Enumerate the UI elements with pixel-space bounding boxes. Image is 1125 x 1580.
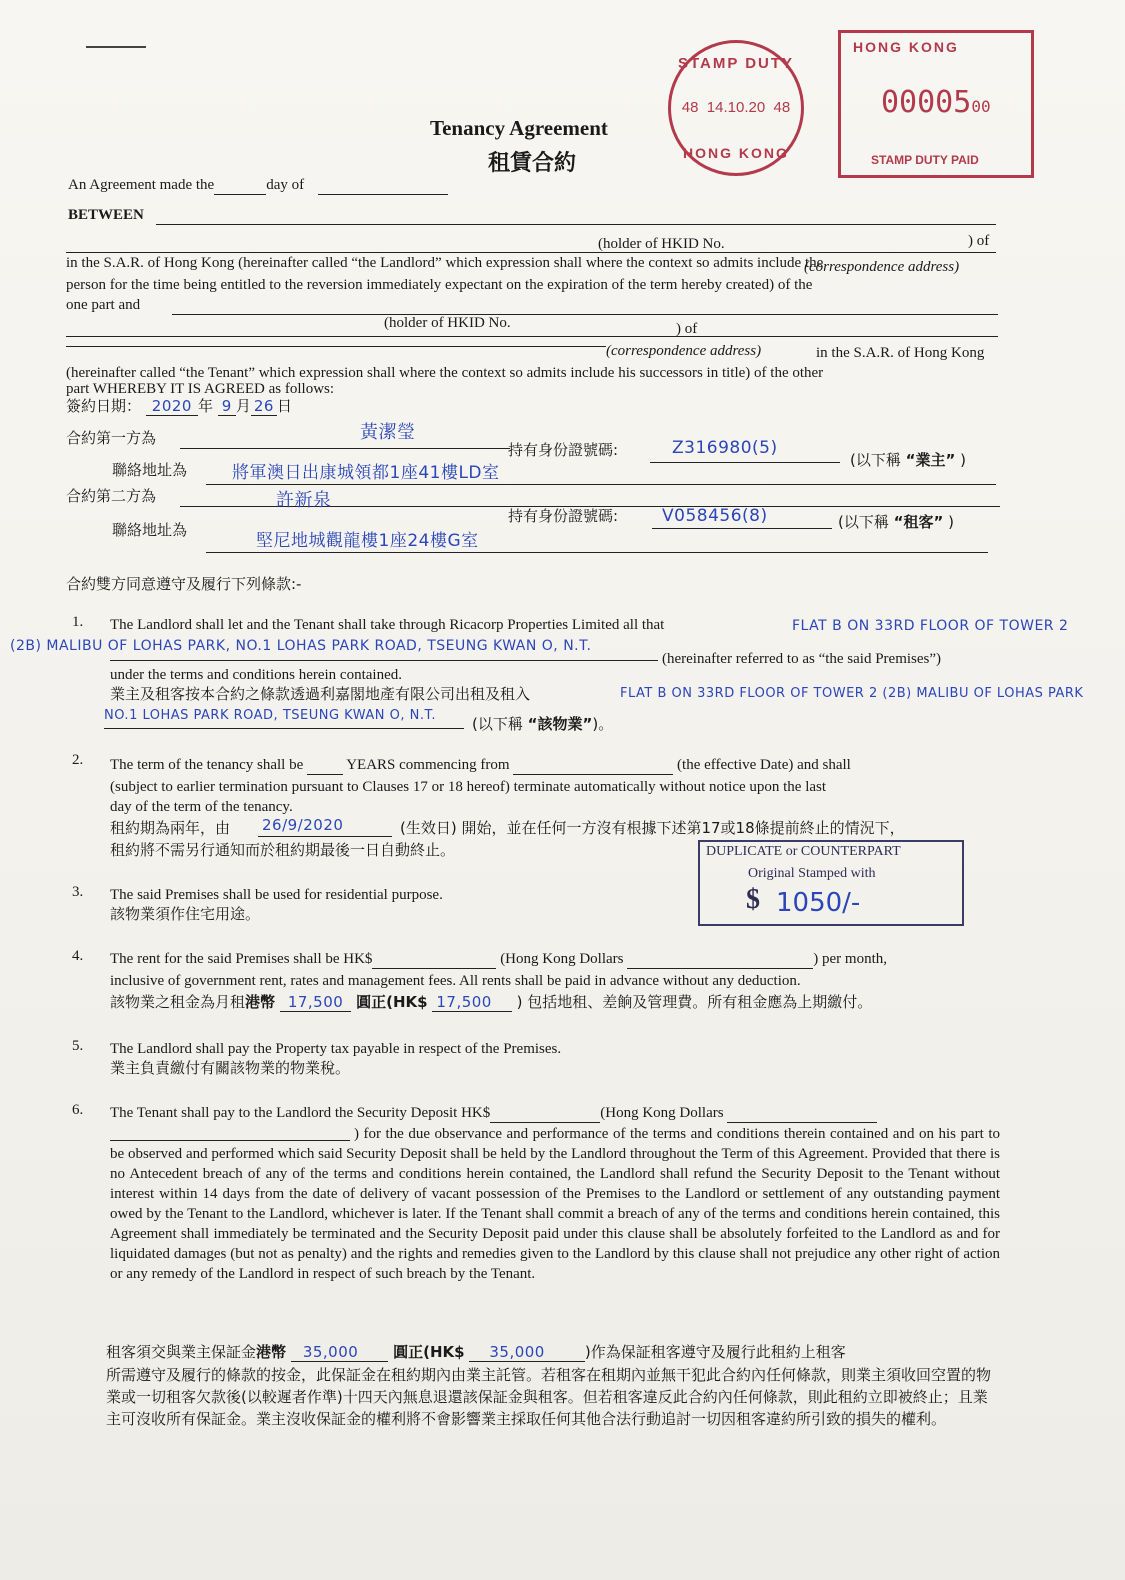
clause1-en-b: (hereinafter referred to as “the said Premises”)	[662, 651, 942, 667]
clause2-en-d: (subject to earlier termination pursuant to Clauses 17 or 18 hereof) terminate automatically without notice upon the last	[110, 779, 827, 795]
clause3-en: The said Premises shall be used for residential purpose.	[110, 887, 443, 903]
clause2-num: 2.	[72, 752, 84, 768]
clause2-zh-c: 租約將不需另行通知而於租約期最後一日自動終止。	[110, 841, 456, 859]
clause2-en-row	[110, 756, 851, 775]
stamp-duty-bottom: HONG KONG	[683, 145, 789, 161]
zh-id2: V058456(8)	[662, 506, 768, 526]
intro-agreed: part WHEREBY IT IS AGREED as follows:	[66, 381, 335, 397]
clause1-hand-b: (2B) MALIBU OF LOHAS PARK, NO.1 LOHAS PARK ROAD, TSEUNG KWAN O, N.T.	[10, 638, 592, 654]
zh-month-label: 月	[235, 397, 251, 415]
clause4-num: 4.	[72, 948, 84, 964]
zh-landlord-ref-row	[850, 450, 966, 471]
stamp-paid-amount: 00005	[881, 85, 972, 120]
zh-id-label2: 持有身份證號碼:	[508, 507, 619, 525]
title-en: Tenancy Agreement	[430, 116, 608, 140]
zh-year-label: 年	[197, 397, 213, 415]
intro-between: BETWEEN	[68, 207, 144, 223]
clause4-hand1: 17,500	[280, 993, 352, 1012]
clause5-en: The Landlord shall pay the Property tax payable in respect of the Premises.	[110, 1041, 562, 1057]
blank-deposit-words	[727, 1107, 877, 1123]
clause2-en-a: The term of the tenancy shall be	[110, 757, 304, 773]
zh-id-label1: 持有身份證號碼:	[508, 441, 619, 459]
zh-party2-label: 合約第二方為	[66, 487, 157, 505]
clause5-num: 5.	[72, 1038, 84, 1054]
blank-commencing	[513, 759, 673, 775]
stamp-paid-amount-row	[881, 85, 991, 120]
blank-tenant-name	[172, 314, 998, 315]
zh-tenant-ref-row	[838, 512, 954, 533]
zh-landlord-ref-pre: (以下稱	[850, 451, 901, 469]
zh-addr-label2: 聯絡地址為	[112, 521, 188, 539]
clause1-en-c: under the terms and conditions herein contained.	[110, 667, 402, 683]
clause6-zh-c: 圓正(HK$	[393, 1343, 465, 1361]
intro-corr1: (correspondence address)	[804, 259, 960, 275]
clause4-en-row	[110, 950, 887, 969]
clause2-hand: 26/9/2020	[262, 816, 344, 834]
zh-tenant-ref-pre: (以下稱	[838, 513, 889, 531]
clause6-zh-e: 所需遵守及履行的條款的按金，此保証金在租約期內由業主託管。若租客在租期內並無干犯此合約內任何條款，則業主須收回空置的物業或一切租客欠款後(以較遲者作準)十四天內無息退還該保証金與租客。但若租客違反此合約內任何條款，則此租約立即被終止；且業主可沒收所有保証金。業主沒收保証金的權利將不會影響業主採取任何其他合法行動追討一切因租客違約所引致的損失的權利。	[106, 1366, 992, 1428]
blank-years	[307, 759, 343, 775]
clause1-zh-a: 業主及租客按本合約之條款透過利嘉閣地產有限公司出租及租入	[110, 685, 531, 703]
line-addr2	[206, 552, 988, 553]
blank-month	[318, 179, 448, 195]
zh-sign-date-row	[66, 396, 292, 417]
intro-made-text: An Agreement made the	[68, 177, 215, 193]
stamp-duty-paid-box	[838, 30, 1034, 178]
clause1-zh-c: )。	[592, 715, 614, 733]
stamp-duty-side-right: 48	[773, 99, 791, 116]
stamp-duty-date: 14.10.20	[706, 99, 766, 116]
clause6-en-c: ) for the due observance and performance of the terms and conditions therein contained and on his part to be observed and performed which said Security Deposit shall be held by the Landlord throughout the Term of this Agreement. Provided that there is no Antecedent breach of any of the terms and conditions herein contained, the Landlord shall refund the Security Deposit to the Tenant without interest within 14 days from the date of delivery of vacant possession of the Premises to the Landlord or settlement of any outstanding payment owed by the Tenant to the Landlord, whichever is later. If the Tenant shall commit a breach of any of the terms and conditions herein contained, this Agreement shall immediately be terminated and the Security Deposit paid under this clause shall be absolutely forfeited to the Landlord as and for liquidated damages (but not as penalty) and the rights and remedies given to the Landlord by this clause shall not prejudice any other right of action or any remedy of the Landlord in respect of such breach by the Tenant.	[110, 1126, 1000, 1282]
blank-deposit	[490, 1107, 600, 1123]
clause1-hand-a: FLAT B ON 33RD FLOOR OF TOWER 2	[792, 618, 1069, 634]
blank-rent	[372, 953, 496, 969]
zh-id1: Z316980(5)	[672, 438, 778, 458]
intro-holder2: (holder of HKID No.	[384, 315, 511, 331]
zh-sign-date-label: 簽約日期：	[66, 397, 142, 415]
zh-month-value: 9	[218, 397, 236, 416]
dup-amount: 1050/-	[776, 888, 861, 918]
title-zh: 租賃合約	[488, 151, 577, 176]
stamp-duty-date-row	[671, 99, 801, 116]
zh-agree-line: 合約雙方同意遵守及履行下列條款:-	[66, 575, 302, 593]
dup-line1: DUPLICATE or COUNTERPART	[706, 844, 901, 859]
mark-dash	[86, 46, 146, 48]
clause6-en-a: The Tenant shall pay to the Landlord the Security Deposit HK$	[110, 1105, 491, 1121]
stamp-duty-seal	[668, 40, 804, 176]
zh-year-value: 2020	[146, 397, 198, 416]
zh-party2-name: 許新泉	[276, 490, 332, 511]
line-id2	[652, 528, 832, 529]
clause2-en-b: YEARS commencing from	[346, 757, 510, 773]
line-clause1-zh	[104, 728, 464, 729]
clause1-hand-c: FLAT B ON 33RD FLOOR OF TOWER 2 (2B) MALIBU OF LOHAS PARK	[620, 686, 1084, 701]
clause1-zh-ref: “該物業”	[527, 715, 593, 733]
clause1-zh-ref-row	[472, 714, 613, 735]
clause2-en-e: day of the term of the tenancy.	[110, 799, 293, 815]
intro-sar-line: in the S.A.R. of Hong Kong (hereinafter called “the Landlord” which expression shall where the context so admits include the	[66, 255, 824, 271]
zh-addr1: 將軍澳日出康城領都1座41樓LD室	[232, 463, 500, 483]
clause2-en-c: (the effective Date) and shall	[677, 757, 851, 773]
line-clause1	[110, 660, 658, 661]
line-corr2	[66, 346, 606, 347]
zh-landlord-ref: “業主”	[905, 451, 956, 469]
intro-tenant-line: (hereinafter called “the Tenant” which expression shall where the context so admits include his successors in title) of the other	[66, 365, 824, 381]
intro-person-line: person for the time being entitled to the reversion immediately expectant on the expiration of the term hereby created) of the	[66, 277, 813, 293]
clause4-en-c: ) per month,	[813, 951, 887, 967]
zh-day-value: 26	[251, 397, 277, 416]
stamp-paid-footer: STAMP DUTY PAID	[871, 153, 979, 167]
clause4-zh-b: 港幣	[245, 993, 276, 1011]
clause6-zh-a: 租客須交與業主保証金	[106, 1343, 257, 1361]
intro-made-line	[68, 176, 448, 195]
zh-party1-label: 合約第一方為	[66, 429, 157, 447]
line-clause2	[258, 836, 392, 837]
blank-rent-words	[627, 953, 813, 969]
clause5-zh: 業主負責繳付有關該物業的物業稅。	[110, 1059, 351, 1077]
clause6-en-b: (Hong Kong Dollars	[600, 1105, 724, 1121]
clause6-zh-b: 港幣	[256, 1343, 287, 1361]
blank-landlord-id	[66, 252, 996, 253]
clause6-en-row	[110, 1104, 877, 1123]
clause3-zh: 該物業須作住宅用途。	[110, 905, 261, 923]
zh-tenant-ref: “租客”	[893, 513, 944, 531]
clause4-zh-a: 該物業之租金為月租	[110, 993, 246, 1011]
zh-addr2: 堅尼地城觀龍樓1座24樓G室	[256, 531, 479, 551]
clause4-en-b: (Hong Kong Dollars	[500, 951, 624, 967]
intro-of2: ) of	[676, 321, 698, 337]
clause6-hand1: 35,000	[291, 1343, 389, 1362]
zh-tenant-ref-post: )	[948, 513, 954, 531]
zh-party1-name: 黃潔瑩	[360, 422, 416, 443]
clause1-hand-d: NO.1 LOHAS PARK ROAD, TSEUNG KWAN O, N.T.	[104, 708, 437, 723]
blank-tenant-id	[66, 336, 998, 337]
blank-day	[214, 179, 266, 195]
blank-landlord-name	[156, 224, 996, 225]
line-party1	[180, 448, 510, 449]
clause3-num: 3.	[72, 884, 84, 900]
intro-corr2: (correspondence address)	[606, 343, 762, 359]
clause4-zh-c: 圓正(HK$	[356, 993, 428, 1011]
clause6-num: 6.	[72, 1102, 84, 1118]
stamp-duty-top: STAMP DUTY	[677, 55, 795, 72]
stamp-paid-cents: 00	[971, 97, 991, 116]
zh-addr-label1: 聯絡地址為	[112, 461, 188, 479]
clause4-hand2: 17,500	[432, 993, 512, 1012]
clause2-zh-b: (生效日) 開始，並在任何一方沒有根據下述第17或18條提前終止的情況下，	[400, 819, 905, 837]
clause4-en-d: inclusive of government rent, rates and management fees. All rents shall be paid in advance without any deduction.	[110, 973, 801, 989]
line-addr1	[206, 484, 996, 485]
intro-sar2: in the S.A.R. of Hong Kong	[816, 345, 985, 361]
stamp-paid-header: HONG KONG	[853, 39, 959, 55]
clause1-en-a: The Landlord shall let and the Tenant shall take through Ricacorp Properties Limited all that	[110, 617, 665, 633]
clause2-zh-a: 租約期為兩年，由	[110, 819, 231, 837]
intro-holder1: (holder of HKID No.	[598, 236, 725, 252]
clause6-hand2: 35,000	[469, 1343, 585, 1362]
clause6-zh-row	[106, 1342, 846, 1363]
stamp-duty-side-left: 48	[681, 99, 699, 116]
intro-dayof-text: day of	[266, 177, 305, 193]
intro-of1: ) of	[968, 233, 990, 249]
clause4-zh-d: ) 包括地租、差餉及管理費。所有租金應為上期繳付。	[516, 993, 873, 1011]
dup-currency: $	[746, 884, 760, 915]
duplicate-stamp-box	[698, 840, 964, 926]
clause1-zh-b: (以下稱	[472, 715, 523, 733]
clause1-num: 1.	[72, 614, 84, 630]
line-id1	[650, 462, 840, 463]
zh-day-label: 日	[276, 397, 292, 415]
zh-landlord-ref-post: )	[960, 451, 966, 469]
clause4-en-a: The rent for the said Premises shall be HK$	[110, 951, 373, 967]
clause4-zh-row	[110, 992, 872, 1013]
clause6-zh-d: )作為保証租客遵守及履行此租約上租客	[584, 1343, 846, 1361]
intro-one-part: one part and	[66, 297, 141, 313]
dup-line2: Original Stamped with	[748, 866, 876, 881]
